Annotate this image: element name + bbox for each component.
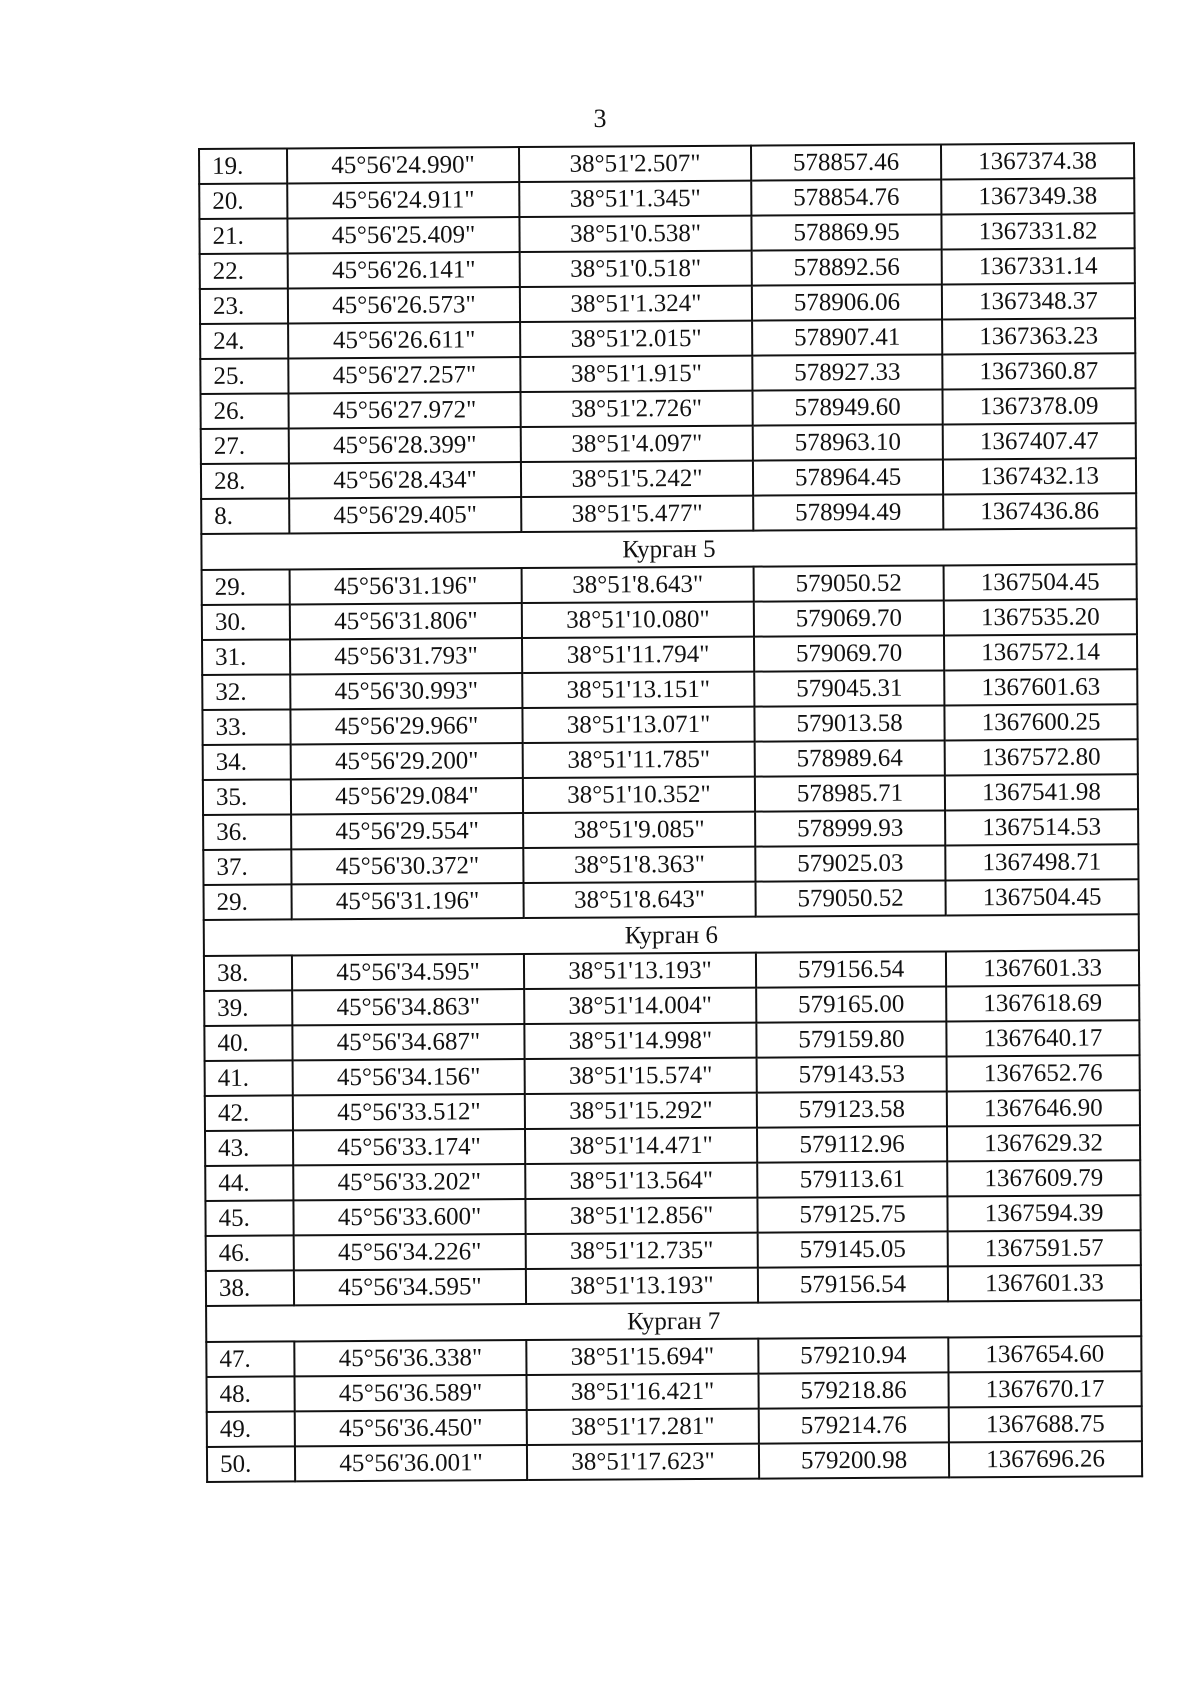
- latitude-cell: 45°56'36.338": [294, 1340, 526, 1376]
- coordinates-table-wrapper: [198, 142, 1141, 1483]
- table-row: [201, 493, 1136, 534]
- point-number-cell: 29.: [202, 569, 290, 605]
- latitude-cell: 45°56'27.257": [288, 357, 520, 393]
- point-number-cell: 37.: [203, 849, 291, 885]
- point-number-cell: 48.: [207, 1376, 295, 1412]
- y-coordinate-cell: 1367601.33: [948, 1265, 1141, 1301]
- point-number-cell: 19.: [199, 148, 287, 184]
- x-coordinate-cell: 579218.86: [758, 1372, 948, 1408]
- longitude-cell: 38°51'13.193": [524, 953, 756, 989]
- table-row: [205, 1090, 1140, 1131]
- point-number-cell: 38.: [206, 1270, 294, 1306]
- longitude-cell: 38°51'13.564": [525, 1163, 757, 1199]
- y-coordinate-cell: 1367498.71: [945, 844, 1138, 880]
- latitude-cell: 45°56'33.600": [293, 1199, 525, 1235]
- table-row: [207, 1371, 1142, 1412]
- y-coordinate-cell: 1367601.63: [944, 669, 1137, 705]
- point-number-cell: 27.: [201, 428, 289, 464]
- table-row: [202, 599, 1137, 640]
- longitude-cell: 38°51'5.477": [521, 496, 753, 532]
- latitude-cell: 45°56'36.450": [295, 1410, 527, 1446]
- point-number-cell: 22.: [200, 253, 288, 289]
- table-row: [200, 353, 1135, 394]
- longitude-cell: 38°51'14.471": [525, 1128, 757, 1164]
- latitude-cell: 45°56'24.990": [287, 147, 519, 183]
- table-row: [204, 1020, 1139, 1061]
- point-number-cell: 20.: [199, 183, 287, 219]
- y-coordinate-cell: 1367374.38: [941, 143, 1134, 179]
- coordinates-table-body: [199, 143, 1142, 1482]
- y-coordinate-cell: 1367670.17: [948, 1371, 1141, 1407]
- y-coordinate-cell: 1367629.32: [947, 1125, 1140, 1161]
- longitude-cell: 38°51'10.352": [523, 777, 755, 813]
- y-coordinate-cell: 1367363.23: [942, 318, 1135, 354]
- point-number-cell: 41.: [205, 1060, 293, 1096]
- table-row: [203, 809, 1138, 850]
- y-coordinate-cell: 1367514.53: [945, 809, 1138, 845]
- y-coordinate-cell: 1367652.76: [947, 1055, 1140, 1091]
- y-coordinate-cell: 1367331.82: [941, 213, 1134, 249]
- point-number-cell: 24.: [200, 323, 288, 359]
- x-coordinate-cell: 578927.33: [752, 354, 942, 390]
- point-number-cell: 35.: [203, 779, 291, 815]
- x-coordinate-cell: 578907.41: [752, 319, 942, 355]
- section-title: Курган 5: [201, 528, 1136, 570]
- point-number-cell: 26.: [201, 393, 289, 429]
- x-coordinate-cell: 579156.54: [758, 1266, 948, 1302]
- x-coordinate-cell: 579210.94: [758, 1337, 948, 1373]
- x-coordinate-cell: 578985.71: [755, 775, 945, 811]
- latitude-cell: 45°56'30.372": [291, 848, 523, 884]
- y-coordinate-cell: 1367591.57: [948, 1230, 1141, 1266]
- y-coordinate-cell: 1367535.20: [944, 599, 1137, 635]
- longitude-cell: 38°51'10.080": [522, 602, 754, 638]
- latitude-cell: 45°56'33.174": [293, 1129, 525, 1165]
- table-row: [203, 739, 1138, 780]
- table-row: [205, 1160, 1140, 1201]
- table-row: [205, 1125, 1140, 1166]
- y-coordinate-cell: 1367432.13: [943, 458, 1136, 494]
- table-row: [202, 669, 1137, 710]
- longitude-cell: 38°51'5.242": [521, 461, 753, 497]
- latitude-cell: 45°56'29.966": [290, 708, 522, 744]
- y-coordinate-cell: 1367618.69: [946, 985, 1139, 1021]
- x-coordinate-cell: 579125.75: [757, 1196, 947, 1232]
- y-coordinate-cell: 1367688.75: [949, 1406, 1142, 1442]
- longitude-cell: 38°51'1.345": [519, 181, 751, 217]
- point-number-cell: 25.: [200, 358, 288, 394]
- x-coordinate-cell: 579113.61: [757, 1161, 947, 1197]
- latitude-cell: 45°56'28.434": [289, 462, 521, 498]
- y-coordinate-cell: 1367436.86: [943, 493, 1136, 529]
- y-coordinate-cell: 1367572.80: [945, 739, 1138, 775]
- point-number-cell: 44.: [205, 1165, 293, 1201]
- longitude-cell: 38°51'8.643": [523, 882, 755, 918]
- point-number-cell: 28.: [201, 463, 289, 499]
- y-coordinate-cell: 1367378.09: [942, 388, 1135, 424]
- y-coordinate-cell: 1367572.14: [944, 634, 1137, 670]
- latitude-cell: 45°56'28.399": [289, 427, 521, 463]
- y-coordinate-cell: 1367594.39: [947, 1195, 1140, 1231]
- latitude-cell: 45°56'34.863": [292, 989, 524, 1025]
- y-coordinate-cell: 1367696.26: [949, 1441, 1142, 1477]
- longitude-cell: 38°51'17.281": [527, 1409, 759, 1445]
- latitude-cell: 45°56'25.409": [287, 217, 519, 253]
- longitude-cell: 38°51'11.794": [522, 637, 754, 673]
- point-number-cell: 8.: [201, 498, 289, 534]
- x-coordinate-cell: 579200.98: [759, 1442, 949, 1478]
- latitude-cell: 45°56'31.196": [290, 568, 522, 604]
- longitude-cell: 38°51'15.292": [525, 1093, 757, 1129]
- x-coordinate-cell: 579112.96: [757, 1126, 947, 1162]
- point-number-cell: 29.: [204, 884, 292, 920]
- point-number-cell: 34.: [203, 744, 291, 780]
- x-coordinate-cell: 578869.95: [751, 214, 941, 250]
- x-coordinate-cell: 579165.00: [756, 986, 946, 1022]
- x-coordinate-cell: 578854.76: [751, 179, 941, 215]
- latitude-cell: 45°56'34.595": [292, 954, 524, 990]
- point-number-cell: 21.: [199, 218, 287, 254]
- latitude-cell: 45°56'31.806": [290, 603, 522, 639]
- latitude-cell: 45°56'36.589": [295, 1375, 527, 1411]
- table-row: [201, 458, 1136, 499]
- longitude-cell: 38°51'4.097": [521, 426, 753, 462]
- table-row: [200, 283, 1135, 324]
- y-coordinate-cell: 1367407.47: [943, 423, 1136, 459]
- table-row: [205, 1055, 1140, 1096]
- point-number-cell: 38.: [204, 955, 292, 991]
- table-row: [202, 704, 1137, 745]
- x-coordinate-cell: 579214.76: [759, 1407, 949, 1443]
- longitude-cell: 38°51'12.735": [526, 1233, 758, 1269]
- point-number-cell: 32.: [202, 674, 290, 710]
- x-coordinate-cell: 579123.58: [757, 1091, 947, 1127]
- latitude-cell: 45°56'31.793": [290, 638, 522, 674]
- longitude-cell: 38°51'11.785": [523, 742, 755, 778]
- table-row: [201, 423, 1136, 464]
- table-row: [206, 1336, 1141, 1377]
- latitude-cell: 45°56'33.202": [293, 1164, 525, 1200]
- point-number-cell: 43.: [205, 1130, 293, 1166]
- x-coordinate-cell: 579050.52: [755, 880, 945, 916]
- latitude-cell: 45°56'34.156": [293, 1059, 525, 1095]
- x-coordinate-cell: 578999.93: [755, 810, 945, 846]
- point-number-cell: 33.: [202, 709, 290, 745]
- longitude-cell: 38°51'8.643": [522, 567, 754, 603]
- latitude-cell: 45°56'30.993": [290, 673, 522, 709]
- latitude-cell: 45°56'34.595": [294, 1269, 526, 1305]
- latitude-cell: 45°56'31.196": [292, 883, 524, 919]
- latitude-cell: 45°56'36.001": [295, 1445, 527, 1481]
- table-row: [203, 774, 1138, 815]
- latitude-cell: 45°56'26.573": [288, 287, 520, 323]
- longitude-cell: 38°51'17.623": [527, 1444, 759, 1480]
- y-coordinate-cell: 1367600.25: [944, 704, 1137, 740]
- x-coordinate-cell: 579143.53: [757, 1056, 947, 1092]
- longitude-cell: 38°51'0.538": [519, 216, 751, 252]
- table-row: [202, 564, 1137, 605]
- latitude-cell: 45°56'29.200": [291, 743, 523, 779]
- longitude-cell: 38°51'2.015": [520, 321, 752, 357]
- latitude-cell: 45°56'26.611": [288, 322, 520, 358]
- table-row: [199, 178, 1134, 219]
- latitude-cell: 45°56'27.972": [289, 392, 521, 428]
- latitude-cell: 45°56'29.405": [289, 497, 521, 533]
- table-row: [204, 879, 1139, 920]
- table-row: [201, 388, 1136, 429]
- table-row: [204, 950, 1139, 991]
- y-coordinate-cell: 1367348.37: [942, 283, 1135, 319]
- longitude-cell: 38°51'14.998": [524, 1023, 756, 1059]
- x-coordinate-cell: 579156.54: [756, 951, 946, 987]
- x-coordinate-cell: 578857.46: [751, 144, 941, 180]
- longitude-cell: 38°51'9.085": [523, 812, 755, 848]
- point-number-cell: 39.: [204, 990, 292, 1026]
- section-title: Курган 7: [206, 1300, 1141, 1342]
- point-number-cell: 46.: [206, 1235, 294, 1271]
- y-coordinate-cell: 1367504.45: [944, 564, 1137, 600]
- y-coordinate-cell: 1367541.98: [945, 774, 1138, 810]
- latitude-cell: 45°56'26.141": [288, 252, 520, 288]
- section-header-row: [204, 914, 1139, 956]
- x-coordinate-cell: 578994.49: [753, 494, 943, 530]
- longitude-cell: 38°51'1.324": [520, 286, 752, 322]
- y-coordinate-cell: 1367646.90: [947, 1090, 1140, 1126]
- x-coordinate-cell: 578963.10: [753, 424, 943, 460]
- y-coordinate-cell: 1367504.45: [945, 879, 1138, 915]
- x-coordinate-cell: 579013.58: [754, 705, 944, 741]
- point-number-cell: 45.: [205, 1200, 293, 1236]
- table-row: [200, 248, 1135, 289]
- table-row: [206, 1230, 1141, 1271]
- latitude-cell: 45°56'34.226": [294, 1234, 526, 1270]
- longitude-cell: 38°51'12.856": [525, 1198, 757, 1234]
- table-row: [199, 143, 1134, 184]
- x-coordinate-cell: 579050.52: [754, 565, 944, 601]
- x-coordinate-cell: 579159.80: [756, 1021, 946, 1057]
- latitude-cell: 45°56'33.512": [293, 1094, 525, 1130]
- longitude-cell: 38°51'13.071": [522, 707, 754, 743]
- y-coordinate-cell: 1367331.14: [942, 248, 1135, 284]
- y-coordinate-cell: 1367609.79: [947, 1160, 1140, 1196]
- table-row: [202, 634, 1137, 675]
- longitude-cell: 38°51'1.915": [520, 356, 752, 392]
- latitude-cell: 45°56'24.911": [287, 182, 519, 218]
- table-row: [203, 844, 1138, 885]
- x-coordinate-cell: 579145.05: [758, 1231, 948, 1267]
- table-row: [205, 1195, 1140, 1236]
- page-number: 3: [593, 104, 607, 133]
- section-title: Курган 6: [204, 914, 1139, 956]
- y-coordinate-cell: 1367654.60: [948, 1336, 1141, 1372]
- x-coordinate-cell: 579025.03: [755, 845, 945, 881]
- longitude-cell: 38°51'2.726": [520, 391, 752, 427]
- longitude-cell: 38°51'8.363": [523, 847, 755, 883]
- latitude-cell: 45°56'29.554": [291, 813, 523, 849]
- longitude-cell: 38°51'13.151": [522, 672, 754, 708]
- x-coordinate-cell: 578949.60: [752, 389, 942, 425]
- x-coordinate-cell: 578906.06: [752, 284, 942, 320]
- section-header-row: [201, 528, 1136, 570]
- point-number-cell: 50.: [207, 1446, 295, 1482]
- point-number-cell: 40.: [204, 1025, 292, 1061]
- point-number-cell: 49.: [207, 1411, 295, 1447]
- latitude-cell: 45°56'29.084": [291, 778, 523, 814]
- x-coordinate-cell: 579045.31: [754, 670, 944, 706]
- longitude-cell: 38°51'15.694": [526, 1339, 758, 1375]
- latitude-cell: 45°56'34.687": [292, 1024, 524, 1060]
- x-coordinate-cell: 578892.56: [752, 249, 942, 285]
- table-row: [204, 985, 1139, 1026]
- longitude-cell: 38°51'13.193": [526, 1268, 758, 1304]
- table-row: [200, 318, 1135, 359]
- longitude-cell: 38°51'16.421": [527, 1374, 759, 1410]
- table-row: [206, 1265, 1141, 1306]
- point-number-cell: 47.: [206, 1341, 294, 1377]
- longitude-cell: 38°51'2.507": [519, 146, 751, 182]
- point-number-cell: 23.: [200, 288, 288, 324]
- y-coordinate-cell: 1367640.17: [946, 1020, 1139, 1056]
- longitude-cell: 38°51'14.004": [524, 988, 756, 1024]
- y-coordinate-cell: 1367601.33: [946, 950, 1139, 986]
- table-row: [207, 1441, 1142, 1482]
- coordinates-table: [198, 142, 1143, 1483]
- x-coordinate-cell: 579069.70: [754, 600, 944, 636]
- x-coordinate-cell: 579069.70: [754, 635, 944, 671]
- point-number-cell: 31.: [202, 639, 290, 675]
- point-number-cell: 36.: [203, 814, 291, 850]
- x-coordinate-cell: 578964.45: [753, 459, 943, 495]
- longitude-cell: 38°51'15.574": [525, 1058, 757, 1094]
- y-coordinate-cell: 1367349.38: [941, 178, 1134, 214]
- point-number-cell: 30.: [202, 604, 290, 640]
- table-row: [199, 213, 1134, 254]
- section-header-row: [206, 1300, 1141, 1342]
- y-coordinate-cell: 1367360.87: [942, 353, 1135, 389]
- x-coordinate-cell: 578989.64: [755, 740, 945, 776]
- longitude-cell: 38°51'0.518": [520, 251, 752, 287]
- point-number-cell: 42.: [205, 1095, 293, 1131]
- table-row: [207, 1406, 1142, 1447]
